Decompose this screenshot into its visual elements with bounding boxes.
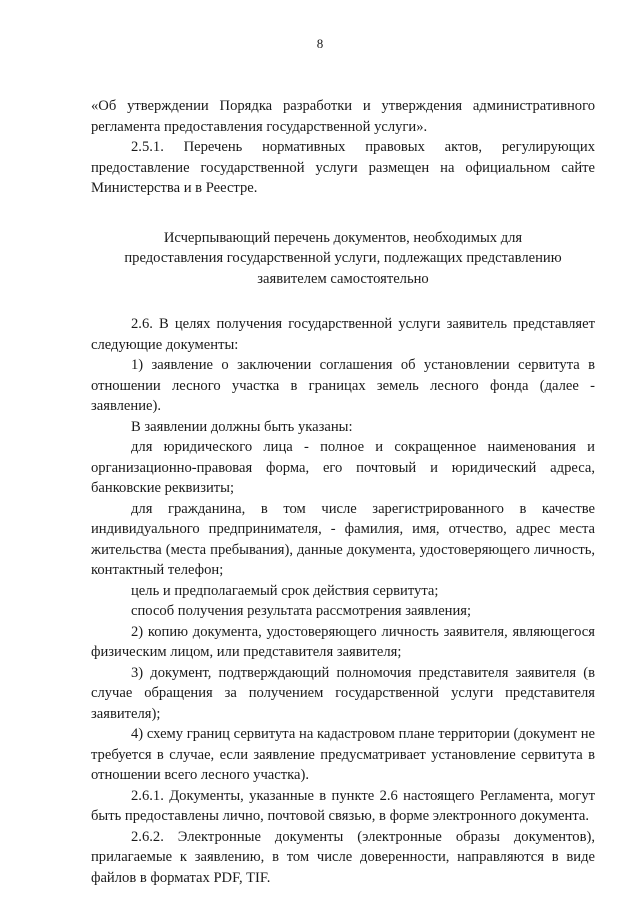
- paragraph-purpose: цель и предполагаемый срок действия сервитута;: [131, 582, 439, 599]
- list-item-4-boundary-scheme: 4) схему границ сервитута на кадастровом плане территории (документ не требуется в случае, если заявление предусматривает установление сервитута в отношении всего лесного участка).: [91, 726, 595, 783]
- paragraph-2-6-1: 2.6.1. Документы, указанные в пункте 2.6 настоящего Регламента, могут быть предоставлены лично, почтовой связью, в форме электронного документа.: [91, 787, 595, 824]
- paragraph-citizen: для гражданина, в том числе зарегистрированного в качестве индивидуального предпринимателя, - фамилия, имя, отчество, адрес места жительства (места пребывания), данные документа, удостоверяющего личность, контактный телефон;: [91, 500, 595, 578]
- list-item-1-application: 1) заявление о заключении соглашения об установлении сервитута в отношении лесного участка в границах земель лесного фонда (далее - заявление).: [91, 357, 595, 414]
- paragraph-regulation-title: «Об утверждении Порядка разработки и утверждения административного регламента предоставления государственной услуги».: [91, 98, 595, 135]
- paragraph-result-method: способ получения результата рассмотрения заявления;: [131, 603, 472, 619]
- paragraph-2-5-1: 2.5.1. Перечень нормативных правовых актов, регулирующих предоставление государственной услуги размещен на официальном сайте Министерства и в Реестре.: [91, 139, 595, 196]
- section-heading: Исчерпывающий перечень документов, необходимых для предоставления государственной услуги, подлежащих представлению заявителем самостоятельно: [124, 229, 562, 287]
- list-item-2-id-copy: 2) копию документа, удостоверяющего личность заявителя, являющегося физическим лицом, или представителя заявителя;: [91, 623, 595, 660]
- paragraph-legal-entity: для юридического лица - полное и сокращенное наименования и организационно-правовая форма, его почтовый и юридический адреса, банковские реквизиты;: [91, 439, 595, 496]
- paragraph-2-6: 2.6. В целях получения государственной услуги заявитель представляет следующие документы:: [91, 316, 595, 353]
- list-item-3-authority-document: 3) документ, подтверждающий полномочия представителя заявителя (в случае обращения за получением государственной услуги представителя заявителя);: [91, 664, 595, 722]
- paragraph-2-6-2: 2.6.2. Электронные документы (электронные образы документов), прилагаемые к заявлению, в том числе доверенности, направляются в виде файлов в форматах PDF, TIF.: [91, 828, 595, 886]
- page-number: 8: [316, 36, 324, 51]
- paragraph-application-contents: В заявлении должны быть указаны:: [131, 418, 353, 435]
- document-body: [91, 96, 595, 888]
